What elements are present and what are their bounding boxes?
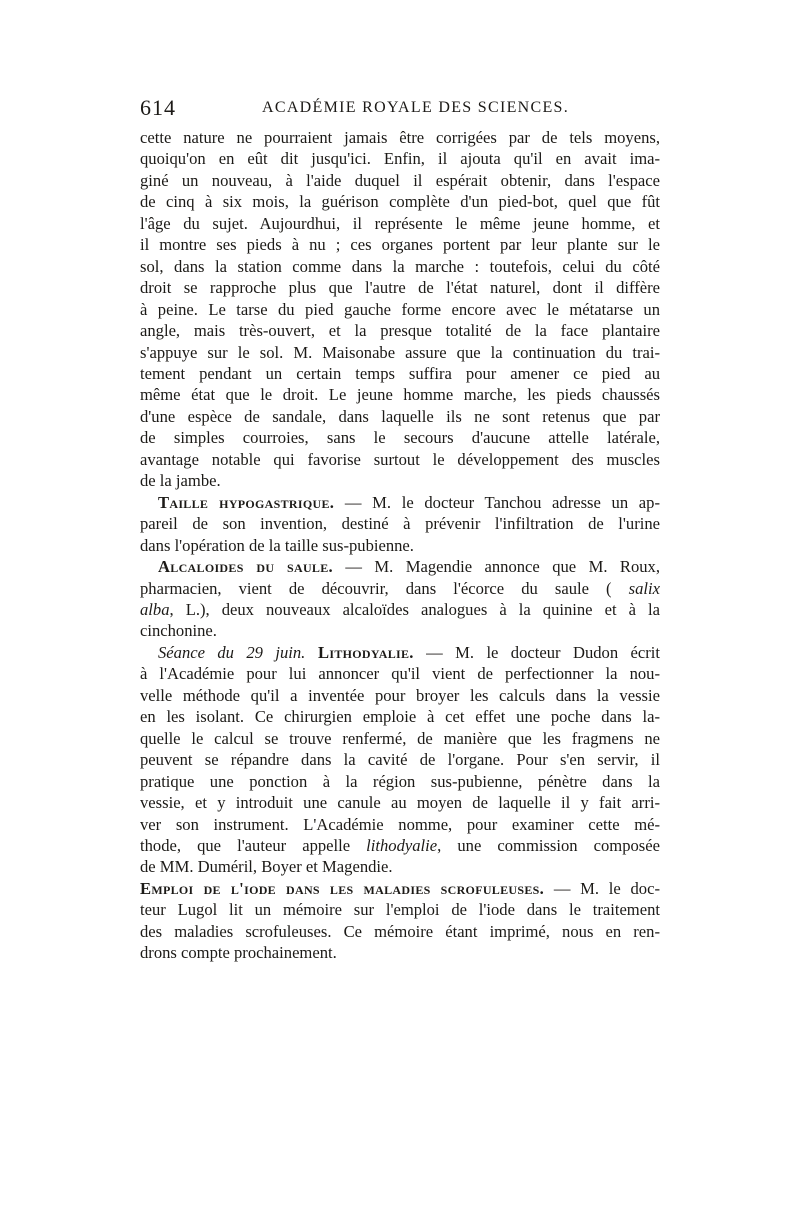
text-line: dans l'opération de la taille sus-pubienne. — [140, 535, 414, 555]
session-date: Séance du 29 juin. — [158, 642, 306, 662]
text-line: pratique une ponction à la région sus-pubienne, pénètre dans la — [140, 771, 660, 791]
text-line: giné un nouveau, à l'aide duquel il espérait obtenir, dans l'espace — [140, 170, 660, 190]
text-line: des maladies scrofuleuses. Ce mémoire étant imprimé, nous en ren- — [140, 921, 660, 941]
italic-text: salix — [628, 578, 660, 598]
section-heading: Taille hypogastrique. — [158, 492, 335, 512]
paragraph-lithodyalie — [140, 642, 660, 878]
text-run: — M. le docteur Dudon écrit — [413, 642, 660, 662]
text-line: de simples courroies, sans le secours d'aucune attelle latérale, — [140, 428, 660, 448]
text-line: de la jambe. — [140, 471, 221, 491]
text-line: de MM. Duméril, Boyer et Magendie. — [140, 857, 393, 877]
paragraph-pied-bot — [140, 127, 660, 492]
text-line — [140, 492, 660, 513]
text-line: droit se rapproche plus que l'autre de l'état naturel, dont il diffère — [140, 278, 660, 298]
text-line: à l'Académie pour lui annoncer qu'il vient de perfectionner la nou- — [140, 664, 660, 684]
text-line — [140, 599, 660, 620]
text-line — [140, 878, 660, 899]
text-line: il montre ses pieds à nu ; ces organes portent par leur plante sur le — [140, 235, 660, 255]
body-text — [140, 127, 660, 964]
section-heading: Lithodyalie. — [305, 642, 414, 662]
text-line: l'âge du sujet. Aujourdhui, il représente le même jeune homme, et — [140, 213, 660, 233]
page-header — [140, 95, 660, 121]
text-line: avantage notable qui favorise surtout le développement des muscles — [140, 449, 660, 469]
text-line: peuvent se répandre dans la cavité de l'organe. Pour s'en servir, il — [140, 750, 660, 770]
text-run: — M. Magendie annonce que M. Roux, — [333, 557, 660, 577]
text-run: thode, que l'auteur appelle — [140, 835, 367, 855]
running-title: ACADÉMIE ROYALE DES SCIENCES. — [262, 99, 570, 116]
text-line: en les isolant. Ce chirurgien emploie à cet effet une poche dans la- — [140, 707, 660, 727]
text-line: cette nature ne pourraient jamais être corrigées par de tels moyens, — [140, 128, 660, 147]
text-line: ver son instrument. L'Académie nomme, pour examiner cette mé- — [140, 814, 660, 834]
text-line — [140, 556, 660, 577]
text-line: à peine. Le tarse du pied gauche forme encore avec le métatarse un — [140, 299, 660, 319]
text-line: quelle le calcul se trouve renfermé, de manière que les fragmens ne — [140, 728, 660, 748]
text-line: d'une espèce de sandale, dans laquelle ils ne sont retenus que par — [140, 406, 660, 426]
text-run: pharmacien, vient de découvrir, dans l'écorce du saule ( — [140, 578, 612, 598]
text-run: — M. le doc- — [544, 878, 660, 898]
text-line — [140, 578, 660, 599]
text-line: même état que le droit. Le jeune homme marche, les pieds chaussés — [140, 385, 660, 405]
text-line — [140, 642, 660, 663]
page — [140, 95, 660, 964]
text-line: pareil de son invention, destiné à prévenir l'infiltration de l'urine — [140, 514, 660, 534]
section-heading: Emploi de l'iode dans les maladies scrofuleuses. — [140, 878, 545, 898]
text-line: tement pendant un certain temps suffira pour amener ce pied au — [140, 363, 660, 383]
text-line: cinchonine. — [140, 621, 217, 641]
text-line: s'appuye sur le sol. M. Maisonabe assure que la continuation du trai- — [140, 342, 660, 362]
paragraph-taille-hypogastrique — [140, 492, 660, 556]
text-line: teur Lugol lit un mémoire sur l'emploi de l'iode dans le traitement — [140, 900, 660, 920]
text-run: , une commission composée — [437, 835, 660, 855]
text-line: sol, dans la station comme dans la marche : toutefois, celui du côté — [140, 256, 660, 276]
text-line: angle, mais très-ouvert, et la presque totalité de la face plantaire — [140, 321, 660, 341]
paragraph-alcaloides — [140, 556, 660, 642]
italic-text: lithodyalie — [366, 835, 438, 855]
italic-text: alba — [140, 599, 170, 619]
text-line: de cinq à six mois, la guérison complète d'un pied-bot, quel que fût — [140, 192, 660, 212]
text-line: quoiqu'on en eût dit jusqu'ici. Enfin, il ajouta qu'il en avait ima- — [140, 149, 660, 169]
text-run: , L.), deux nouveaux alcaloïdes analogues à la quinine et à la — [169, 599, 660, 619]
page-number: 614 — [140, 95, 176, 120]
text-run: — M. le docteur Tanchou adresse un ap- — [334, 492, 660, 512]
text-line: vessie, et y introduit une canule au moyen de laquelle il y fait arri- — [140, 793, 660, 813]
text-line: drons compte prochainement. — [140, 943, 337, 963]
text-line: velle méthode qu'il a inventée pour broyer les calculs dans la vessie — [140, 685, 660, 705]
section-heading: Alcaloides du saule. — [158, 557, 333, 577]
text-line — [140, 835, 660, 856]
paragraph-emploi-iode — [140, 878, 660, 964]
